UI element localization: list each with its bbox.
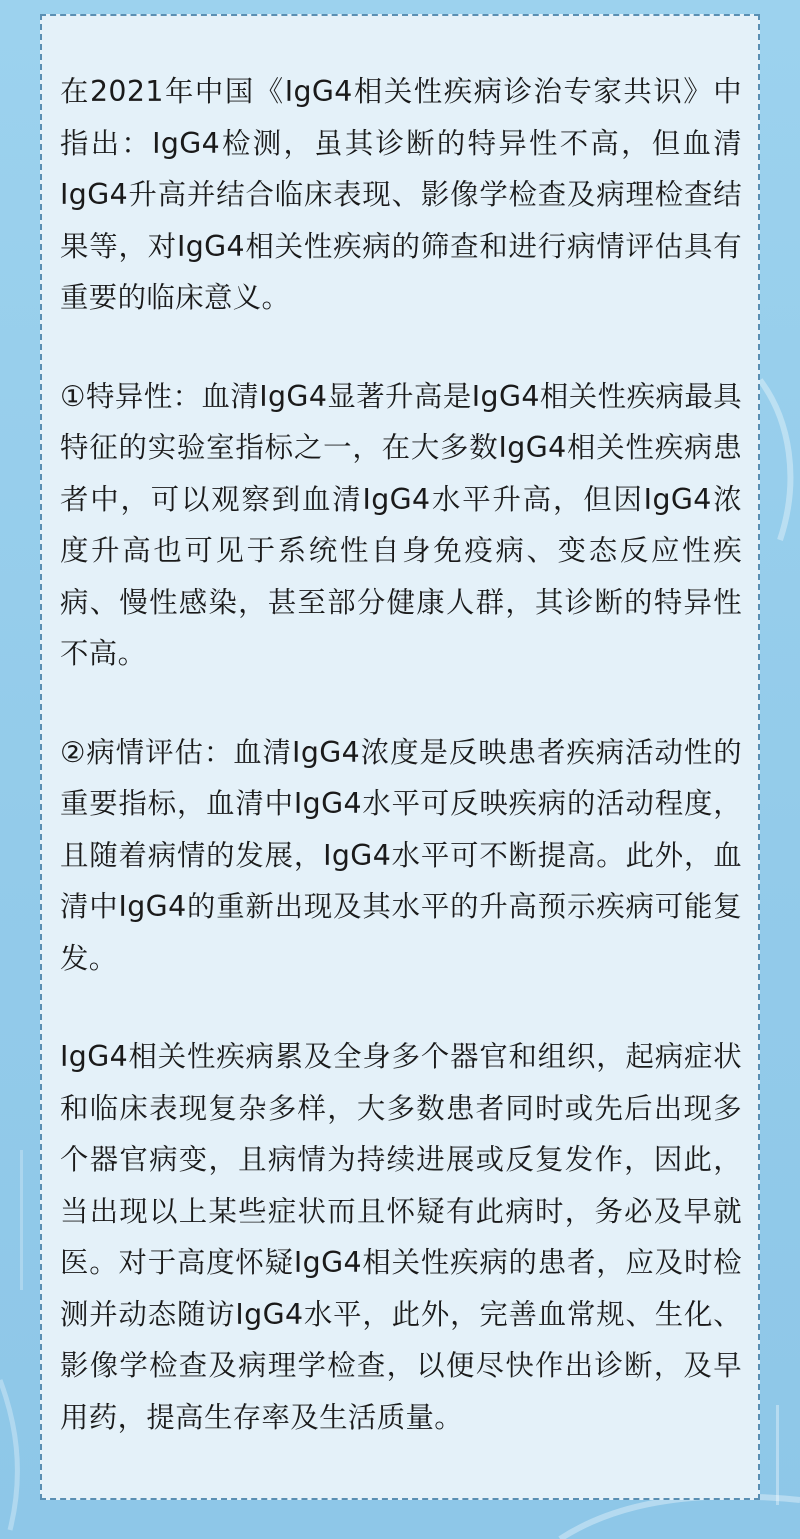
paragraph-intro: 在2021年中国《IgG4相关性疾病诊治专家共识》中指出：IgG4检测，虽其诊断的特异性不高，但血清IgG4升高并结合临床表现、影像学检查及病理检查结果等，对IgG4相关性疾病的筛查和进行病情评估具有重要的临床意义。 (60, 75, 742, 314)
paragraph-specificity: ①特异性：血清IgG4显著升高是IgG4相关性疾病最具特征的实验室指标之一，在大多数IgG4相关性疾病患者中，可以观察到血清IgG4水平升高，但因IgG4浓度升高也可见于系统性自身免疫病、变态反应性疾病、慢性感染，甚至部分健康人群，其诊断的特异性不高。 (60, 379, 742, 670)
decorative-stripe-left (20, 1150, 23, 1290)
paragraph-assessment: ②病情评估：血清IgG4浓度是反映患者疾病活动性的重要指标，血清中IgG4水平可反映疾病的活动程度，且随着病情的发展，IgG4水平可不断提高。此外，血清中IgG4的重新出现及其水平的升高预示疾病可能复发。 (60, 735, 742, 975)
paragraph-summary: IgG4相关性疾病累及全身多个器官和组织，起病症状和临床表现复杂多样，大多数患者同时或先后出现多个器官病变，且病情为持续进展或反复发作，因此，当出现以上某些症状而且怀疑有此病时，务必及早就医。对于高度怀疑IgG4相关性疾病的患者，应及时检测并动态随访IgG4水平，此外，完善血常规、生化、影像学检查及病理学检查，以便尽快作出诊断，及早用药，提高生存率及生活质量。 (60, 1040, 742, 1434)
decorative-stripe-right (776, 1405, 779, 1505)
content-card (40, 14, 760, 1500)
